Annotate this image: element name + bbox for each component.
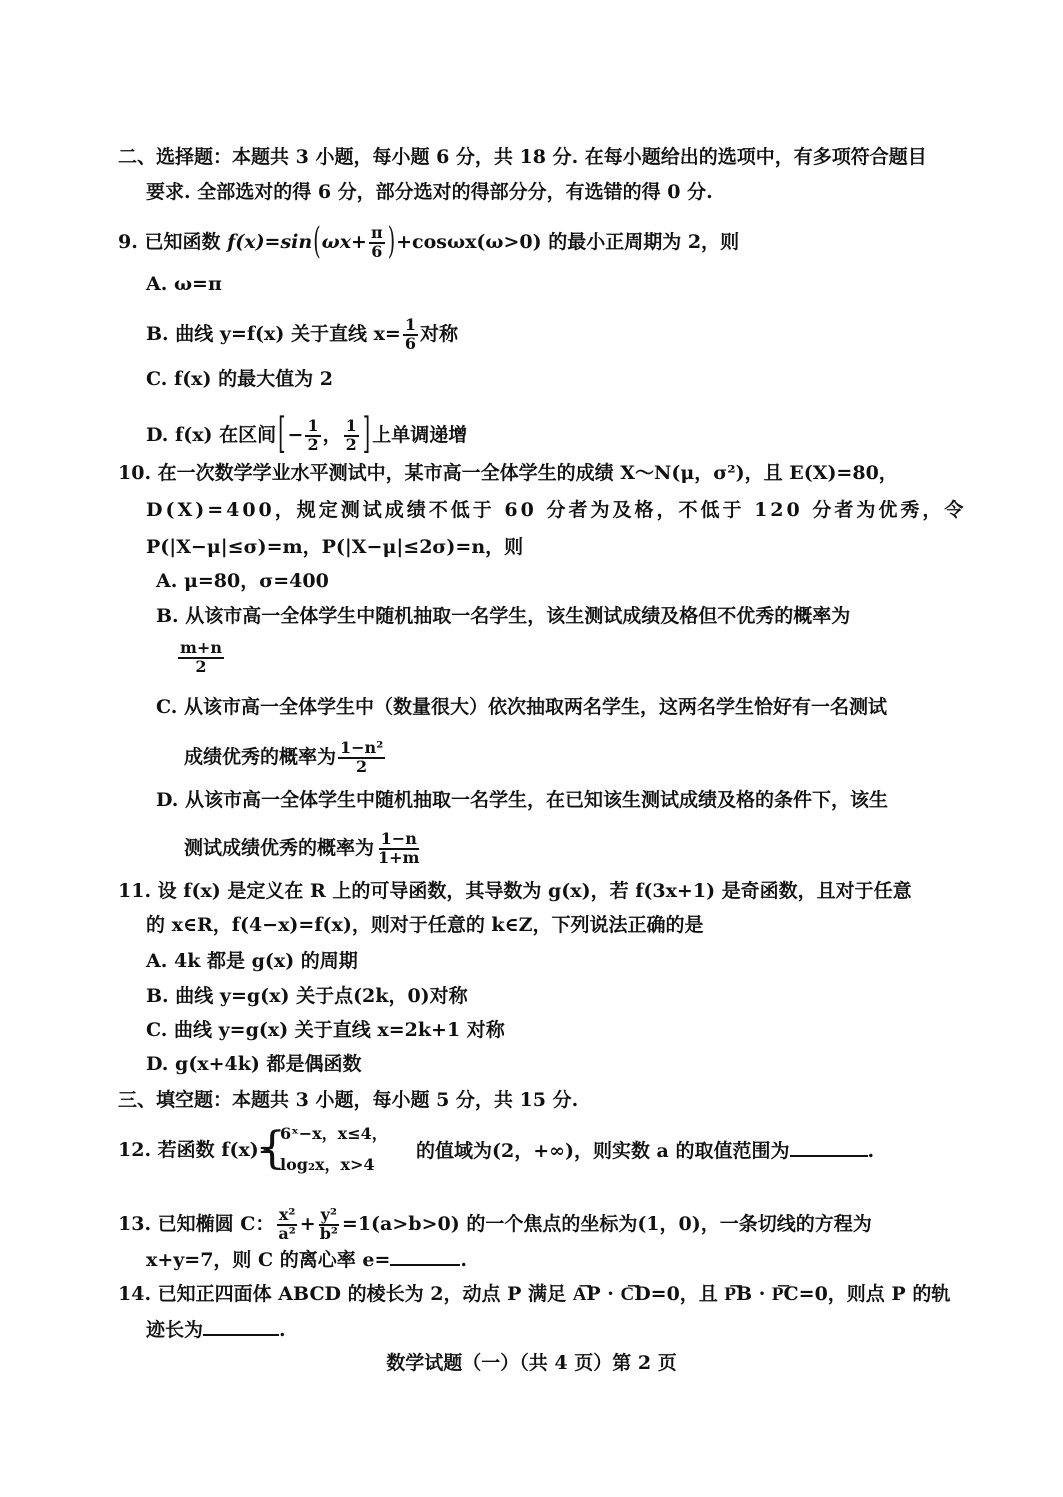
x2-over-a2: $\frac{\text{x²}}{\text{a²}}$	[278, 1205, 296, 1243]
q9-option-c: C. f(x) 的最大值为 2	[146, 368, 333, 390]
right-paren: )	[387, 220, 396, 263]
q11-option-a: A. 4k 都是 g(x) 的周期	[146, 950, 358, 972]
y2-over-b2: $\frac{\text{y²}}{\text{b²}}$	[319, 1205, 338, 1243]
question-14-stem: 14. 已知正四面体 ABCD 的棱长为 2，动点 P 满足 A͞P · C͞D=0，且 P͞B · P͞C=0，则点 P 的轨	[118, 1283, 951, 1305]
left-bracket: [	[278, 409, 286, 459]
q10-option-a: A. μ=80，σ=400	[156, 570, 329, 592]
question-12-suffix: 的值域为(2，+∞)，则实数 a 的取值范围为 .	[416, 1140, 875, 1162]
question-10-stem: 10. 在一次数学学业水平测试中，某市高一全体学生的成绩 X～N(μ，σ²)，且 E(X)=80，	[118, 462, 898, 484]
q9-stem-suffix: +cosωx(ω>0) 的最小正周期为 2，则	[396, 230, 740, 253]
q11-option-b: B. 曲线 y=g(x) 关于点(2k，0)对称	[146, 985, 468, 1007]
section-2-heading: 二、选择题：本题共 3 小题，每小题 6 分，共 18 分. 在每小题给出的选项中，有多项符合题目	[118, 146, 927, 168]
q11-option-c: C. 曲线 y=g(x) 关于直线 x=2k+1 对称	[146, 1019, 505, 1041]
question-14-line2: 迹长为 .	[146, 1319, 286, 1341]
q11-option-d: D. g(x+4k) 都是偶函数	[146, 1053, 362, 1075]
answer-blank-13[interactable]	[390, 1250, 460, 1266]
question-13-line2: x+y=7，则 C 的离心率 e= .	[146, 1249, 468, 1271]
right-bracket: ]	[362, 409, 371, 459]
q10-option-d-cont: 测试成绩优秀的概率为 $\frac{1-n}{1+m}$	[184, 829, 420, 867]
q9-option-b: B. 曲线 y=f(x) 关于直线 x= $\frac{1}{6}$ 对称	[146, 315, 458, 353]
section-3-heading: 三、填空题：本题共 3 小题，每小题 5 分，共 15 分.	[118, 1089, 579, 1111]
q12-case-2: log₂x，x>4	[280, 1155, 375, 1174]
question-9-stem	[118, 220, 740, 263]
q9-arg: ωx+	[321, 230, 367, 253]
q9-func: f(x)=sin	[227, 230, 313, 253]
q10-option-c-cont: 成绩优秀的概率为 $\frac{\text{1−n²}}{2}$	[184, 738, 384, 776]
q10-option-c: C. 从该市高一全体学生中（数量很大）依次抽取两名学生，这两名学生恰好有一名测试	[156, 696, 888, 718]
q10-option-b: B. 从该市高一全体学生中随机抽取一名学生，该生测试成绩及格但不优秀的概率为	[156, 605, 851, 627]
one-sixth-fraction: $\frac{1}{6}$	[404, 315, 416, 353]
q12-case-1: 6ˣ−x，x≤4，	[280, 1124, 388, 1143]
page-footer: 数学试题（一）（共 4 页）第 2 页	[386, 1352, 677, 1374]
piecewise-brace: {	[258, 1123, 286, 1174]
question-13-stem: 13. 已知椭圆 C： $\frac{\text{x²}}{\text{a²}}$ + $\frac{\text{y²}}{\text{b²}}$ =1(a>b>0) 的一个焦点的坐标为(1，0)，一条切线的方程为	[118, 1205, 872, 1243]
question-12-prefix: 12. 若函数 f(x)=	[118, 1139, 275, 1161]
question-10-stem-line3: P(|X−μ|≤σ)=m，P(|X−μ|≤2σ)=n，则	[146, 536, 524, 558]
q10-option-d: D. 从该市高一全体学生中随机抽取一名学生，在已知该生测试成绩及格的条件下，该生	[156, 789, 889, 811]
question-10-stem-line2: D(X)=400，规定测试成绩不低于 60 分者为及格，不低于 120 分者为优秀，令	[146, 499, 967, 521]
answer-blank-14[interactable]	[203, 1320, 279, 1336]
question-11-stem: 11. 设 f(x) 是定义在 R 上的可导函数，其导数为 g(x)，若 f(3x+1) 是奇函数，且对于任意	[118, 880, 912, 902]
question-11-stem-line2: 的 x∈R，f(4−x)=f(x)，则对于任意的 k∈Z，下列说法正确的是	[146, 914, 704, 936]
answer-blank-12[interactable]	[790, 1141, 868, 1157]
section-2-heading-cont: 要求. 全部选对的得 6 分，部分选对的得部分分，有选错的得 0 分.	[146, 181, 713, 203]
pi-over-6-fraction: $\frac{\pi}{6}$	[370, 223, 383, 261]
q9-option-a: A. ω=π	[146, 273, 222, 295]
left-paren: (	[313, 220, 321, 263]
q10-option-b-fraction: $\frac{m+n}{2}$	[180, 638, 222, 676]
q9-option-d: D. f(x) 在区间 [ − $\frac{1}{2}$ ， $\frac{1}{2}$ ] 上单调递增	[146, 409, 468, 459]
q9-stem-prefix: 9. 已知函数	[118, 230, 228, 253]
